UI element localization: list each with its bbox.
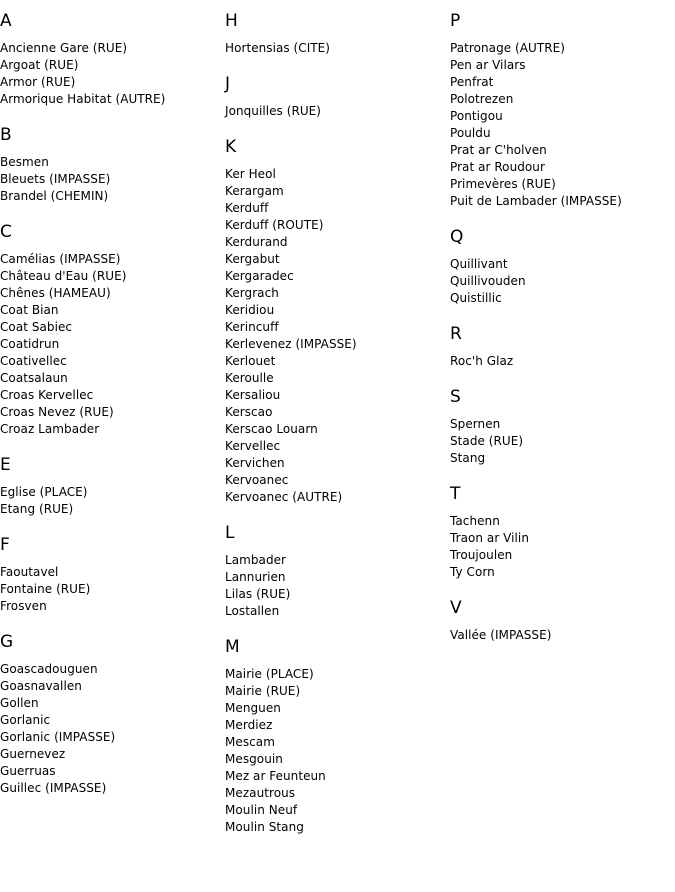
street-item: Mezautrous [225,786,296,800]
street-item: Kergabut [225,252,280,266]
section-letter: C [0,222,12,242]
street-item: Primevères (RUE) [450,177,556,191]
street-item: Château d'Eau (RUE) [0,269,127,283]
section-letter: F [0,535,10,555]
section-r [450,323,674,370]
street-list [0,484,220,518]
street-list [450,416,674,467]
street-item: Coatsalaun [0,371,68,385]
section-e [0,454,220,518]
street-item: Puit de Lambader (IMPASSE) [450,194,622,208]
street-item: Brandel (CHEMIN) [0,189,109,203]
section-h [225,10,445,57]
section-letter: P [450,11,461,31]
street-item: Prat ar C'holven [450,143,547,157]
street-item: Armorique Habitat (AUTRE) [0,92,166,106]
street-item: Tachenn [450,514,500,528]
street-item: Ker Heol [225,167,276,181]
street-item: Lambader [225,553,287,567]
street-item: Kerdurand [225,235,288,249]
section-t [450,483,674,581]
street-list [450,40,674,210]
street-item: Jonquilles (RUE) [225,104,322,118]
street-item: Croaz Lambader [0,422,100,436]
street-item: Lilas (RUE) [225,587,291,601]
street-item: Polotrezen [450,92,514,106]
street-item: Chênes (HAMEAU) [0,286,111,300]
street-item: Moulin Neuf [225,803,298,817]
street-item: Croas Kervellec [0,388,94,402]
section-j [225,73,445,120]
street-item: Gorlanic (IMPASSE) [0,730,116,744]
street-list [0,40,220,108]
street-item: Penfrat [450,75,494,89]
street-list [0,154,220,205]
street-item: Kergrach [225,286,279,300]
street-item: Bleuets (IMPASSE) [0,172,111,186]
section-k [225,136,445,506]
street-item: Goascadouguen [0,662,98,676]
street-item: Gorlanic [0,713,51,727]
street-item: Moulin Stang [225,820,304,834]
street-item: Kersaliou [225,388,281,402]
street-item: Merdiez [225,718,273,732]
street-item: Stade (RUE) [450,434,524,448]
street-item: Kervoanec [225,473,289,487]
street-list [0,564,220,615]
street-list [225,666,445,836]
street-item: Mesgouin [225,752,283,766]
street-item: Eglise (PLACE) [0,485,88,499]
street-item: Kerscao Louarn [225,422,318,436]
section-p [450,10,674,210]
street-item: Quistillic [450,291,502,305]
street-list [225,166,445,506]
section-b [0,124,220,205]
section-m [225,636,445,836]
section-l [225,522,445,620]
street-item: Kervichen [225,456,285,470]
street-item: Coatidrun [0,337,60,351]
section-g [0,631,220,797]
street-item: Goasnavallen [0,679,82,693]
section-letter: S [450,387,461,407]
section-letter: E [0,455,11,475]
street-item: Stang [450,451,486,465]
street-item: Kerduff [225,201,269,215]
street-item: Kergaradec [225,269,294,283]
section-a [0,10,220,108]
street-item: Frosven [0,599,47,613]
street-item: Spernen [450,417,501,431]
street-item: Coat Bian [0,303,59,317]
column-1 [0,10,220,797]
street-item: Kerincuff [225,320,279,334]
street-list [225,103,445,120]
street-list [0,661,220,797]
section-letter: V [450,598,462,618]
street-item: Pen ar Vilars [450,58,526,72]
section-f [0,534,220,615]
street-item: Besmen [0,155,49,169]
section-letter: H [225,11,238,31]
street-item: Croas Nevez (RUE) [0,405,114,419]
street-item: Faoutavel [0,565,59,579]
street-item: Argoat (RUE) [0,58,79,72]
street-list [225,40,445,57]
street-item: Mairie (PLACE) [225,667,314,681]
street-item: Mescam [225,735,275,749]
street-item: Kervellec [225,439,281,453]
street-item: Kerscao [225,405,273,419]
street-item: Guillec (IMPASSE) [0,781,107,795]
street-item: Patronage (AUTRE) [450,41,565,55]
section-letter: G [0,632,14,652]
column-3 [450,10,674,644]
section-s [450,386,674,467]
street-item: Quillivouden [450,274,526,288]
street-item: Hortensias (CITE) [225,41,331,55]
street-item: Guernevez [0,747,66,761]
section-v [450,597,674,644]
street-item: Gollen [0,696,39,710]
street-item: Ty Corn [450,565,495,579]
street-item: Kerlouet [225,354,276,368]
street-list [0,251,220,438]
street-item: Etang (RUE) [0,502,74,516]
street-item: Kerargam [225,184,284,198]
street-item: Coat Sabiec [0,320,73,334]
section-letter: T [450,484,461,504]
street-list [450,353,674,370]
street-list [225,552,445,620]
section-letter: R [450,324,462,344]
section-letter: M [225,637,240,657]
section-letter: J [225,74,231,94]
street-list [450,513,674,581]
street-item: Pontigou [450,109,503,123]
street-item: Guerruas [0,764,56,778]
street-item: Mairie (RUE) [225,684,301,698]
street-list [450,256,674,307]
street-item: Lostallen [225,604,280,618]
street-item: Ancienne Gare (RUE) [0,41,128,55]
street-item: Vallée (IMPASSE) [450,628,552,642]
street-item: Kerduff (ROUTE) [225,218,324,232]
section-letter: K [225,137,237,157]
street-item: Kerlevenez (IMPASSE) [225,337,357,351]
section-letter: B [0,125,12,145]
street-item: Menguen [225,701,281,715]
street-item: Prat ar Roudour [450,160,545,174]
section-q [450,226,674,307]
street-list [450,627,674,644]
street-item: Mez ar Feunteun [225,769,326,783]
street-item: Kervoanec (AUTRE) [225,490,343,504]
street-item: Fontaine (RUE) [0,582,91,596]
street-item: Keroulle [225,371,274,385]
section-c [0,221,220,438]
street-item: Lannurien [225,570,286,584]
street-item: Armor (RUE) [0,75,76,89]
street-item: Roc'h Glaz [450,354,514,368]
street-item: Coativellec [0,354,67,368]
street-item: Traon ar Vilin [450,531,529,545]
column-2 [225,10,445,836]
street-item: Keridiou [225,303,275,317]
section-letter: Q [450,227,464,247]
section-letter: L [225,523,235,543]
street-item: Quillivant [450,257,508,271]
section-letter: A [0,11,12,31]
street-item: Camélias (IMPASSE) [0,252,121,266]
street-item: Pouldu [450,126,491,140]
street-item: Troujoulen [450,548,513,562]
